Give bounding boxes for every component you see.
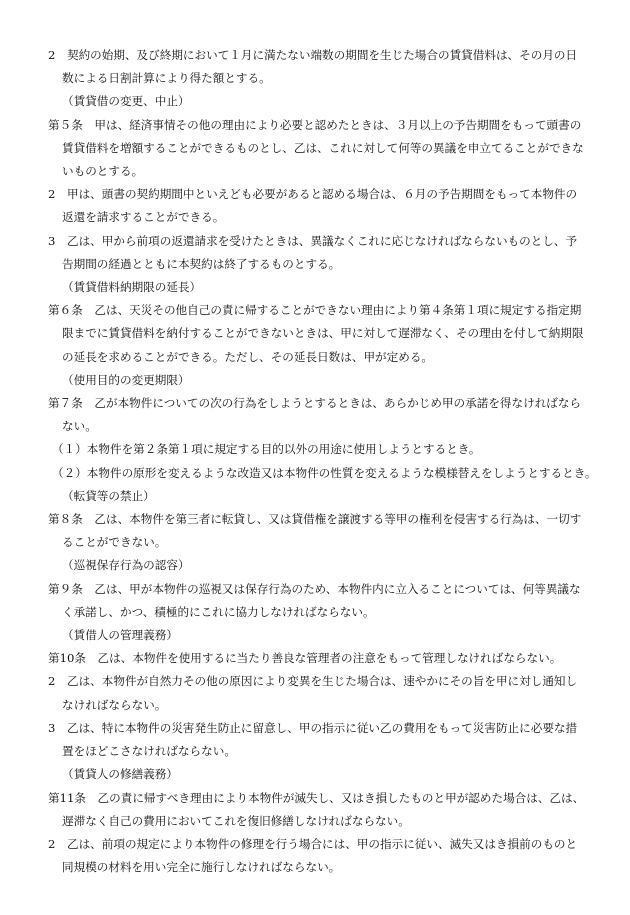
article-heading: （賃借人の管理義務）	[62, 628, 178, 643]
list-item: （２）本物件の原形を変えるような改造又は本物件の性質を変えるような模様替えをしようとするとき。	[52, 465, 597, 480]
article-heading: （使用目的の変更期限）	[62, 372, 190, 387]
body-line: いものとする。	[62, 164, 144, 179]
article-heading: （賃貸借料納期限の延長）	[62, 280, 202, 295]
article-heading: （転貸等の禁止）	[62, 488, 155, 503]
body-line: 2 乙は、本物件が自然力その他の原因により変異を生じた場合は、速やかにその旨を甲に対し通知し	[48, 674, 578, 689]
body-line: の延長を求めることができる。ただし、その延長日数は、甲が定める。	[62, 349, 434, 364]
article-line: 第８条 乙は、本物件を第三者に転貸し、又は貸借権を譲渡する等甲の権利を侵害する行為は、一切す	[48, 512, 582, 527]
body-line: 2 甲は、頭書の契約期間中といえども必要があると認める場合は、６月の予告期間をもって本物件の	[48, 187, 578, 202]
article-line: 第６条 乙は、天災その他自己の責に帰することができない理由により第４条第１項に規定する指定期	[48, 303, 582, 318]
article-line: 第10条 乙は、本物件を使用するに当たり善良な管理者の注意をもって管理しなければならない。	[48, 651, 562, 666]
body-line: 数による日割計算により得た額とする。	[62, 71, 271, 86]
body-line: ない。	[62, 419, 97, 434]
body-line: 2 契約の始期、及び終期において１月に満たない端数の期間を生じた場合の賃貸借料は、その月の日	[48, 48, 578, 62]
article-heading: （賃貸借の変更、中止）	[62, 94, 190, 109]
body-line: ることができない。	[62, 535, 167, 550]
article-heading: （賃貸人の修繕義務）	[62, 767, 178, 782]
article-line: 第９条 乙は、甲が本物件の巡視又は保存行為のため、本物件内に立入ることについては、何等異議な	[48, 581, 581, 596]
body-line: 遅滞なく自己の費用においてこれを復旧修繕しなければならない。	[62, 813, 410, 828]
body-line: 告期間の経過とともに本契約は終了するものとする。	[62, 256, 341, 271]
body-line: 3 乙は、甲から前項の返還請求を受けたときは、異議なくこれに応じなければならないものとし、予	[48, 233, 578, 248]
body-line: なければならない。	[62, 697, 167, 712]
body-line: 同規模の材料を用い完全に施行しなければならない。	[62, 860, 341, 875]
list-item: （１）本物件を第２条第１項に規定する目的以外の用途に使用しようとするとき。	[52, 442, 481, 457]
body-line: 3 乙は、特に本物件の災害発生防止に留意し、甲の指示に従い乙の費用をもって災害防止に必要な措	[48, 720, 578, 735]
article-line: 第11条 乙の責に帰すべき理由により本物件が滅失し、又はき損したものと甲が認めた場合は、乙は、	[48, 790, 585, 805]
body-line: 置をほどこさなければならない。	[62, 744, 236, 759]
article-heading: （巡視保存行為の認容）	[62, 558, 190, 573]
body-line: く承諾し、かつ、積極的にこれに協力しなければならない。	[62, 604, 375, 619]
body-line: 2 乙は、前項の規定により本物件の修理を行う場合には、甲の指示に従い、滅失又はき損前のものと	[48, 836, 578, 851]
body-line: 賃貸借料を増額することができるものとし、乙は、これに対して何等の異議を申立てることができな	[62, 140, 584, 155]
body-line: 返還を請求することができる。	[62, 210, 225, 225]
body-line: 限までに賃貸借料を納付することができないときは、甲に対して遅滞なく、その理由を付して納期限	[62, 326, 584, 341]
article-line: 第７条 乙が本物件についての次の行為をしようとするときは、あらかじめ甲の承諾を得なければなら	[48, 396, 582, 411]
article-line: 第５条 甲は、経済事情その他の理由により必要と認めたときは、３月以上の予告期間をもって頭書の	[48, 117, 582, 132]
